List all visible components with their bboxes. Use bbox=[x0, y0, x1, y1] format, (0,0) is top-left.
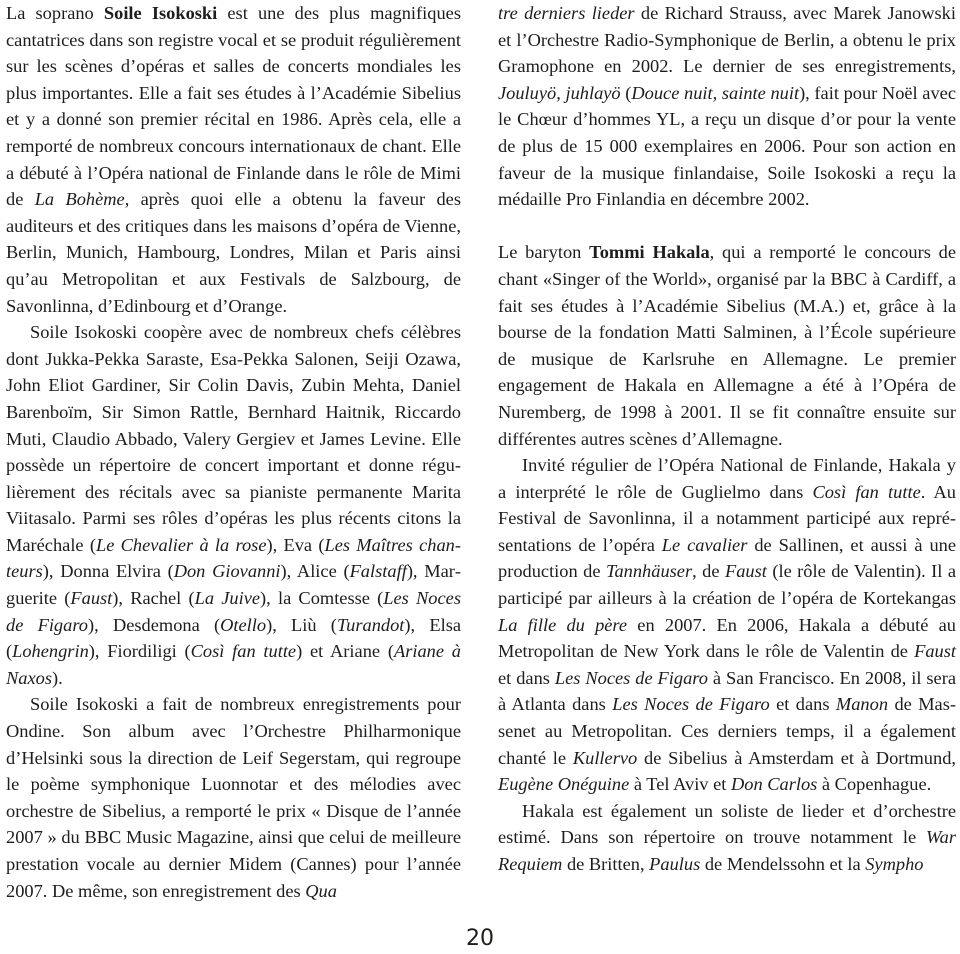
italic-text: Tannhäuser bbox=[605, 561, 693, 582]
text-run: , après quoi elle a obtenu la faveur des auditeurs et des critiques dans les maisons d’opéra de Vienne, Berlin, Munich, Hambourg, Londres, Milan et Paris ainsi qu’au Metropolitan et aux Festivals de Salzbourg, de Savonlinna, d’Edinbourg et d’Orange. bbox=[6, 189, 461, 316]
italic-text: Qua bbox=[305, 880, 337, 901]
bold-text: Soile Isokoski bbox=[103, 3, 218, 23]
text-run: ), Eva ( bbox=[266, 534, 325, 555]
text-run: . Au Festival de Savonlinna, il a notamment participé aux représentations de l’opéra bbox=[498, 481, 956, 555]
paragraph bbox=[6, 0, 461, 319]
text-run: Soile Isokoski a fait de nombreux enregistrements pour Ondine. Son album avec l’Orchestre Philharmonique d’Helsinki sous la direction de Leif Segerstam, qui regroupe le poème symphonique Luonnotar et des mélodies avec orchestre de Sibelius, a remporté le prix « Disque de l’année 2007 » du BBC Music Magazine, ainsi que celui de meilleure prestation vocale au dernier Midem (Cannes) pour l’année 2007. De même, son enregistrement des bbox=[6, 694, 461, 901]
text-run: de Sibelius à Amsterdam et à Dortmund, bbox=[637, 747, 956, 768]
text-run: Invité régulier de l’Opéra National de Finlande, Hakala y a interprété le rôle de Guglielmo dans bbox=[498, 455, 956, 502]
italic-text: Les Maîtres chanteurs bbox=[6, 534, 461, 582]
italic-text: Falstaff bbox=[349, 561, 407, 582]
text-run: ), la Comtesse ( bbox=[260, 588, 384, 609]
paragraph bbox=[498, 0, 956, 213]
paragraph bbox=[498, 452, 956, 798]
italic-text: Jouluyö, juhlayö bbox=[498, 82, 621, 103]
italic-text: Lohengrin bbox=[12, 641, 89, 662]
text-run: de Sallinen, et aussi à une production de bbox=[498, 534, 956, 582]
italic-text: Les Noces de Figaro bbox=[6, 588, 461, 635]
right-column bbox=[498, 0, 956, 878]
text-run: est une des plus magnifiques cantatrices dans son registre vocal et se produit régulièrement sur les scènes d’opéras et salles de concerts mondiales les plus importantes. Elle a fait ses études à l’Académie Sibelius et y a donné son premier récital en 1986. Après cela, elle a remporté de nombreux concours internationaux de chant. Elle a débuté à l’Opéra national de Finlande dans le rôle de Mimi de bbox=[6, 3, 461, 210]
italic-text: Don Carlos bbox=[730, 774, 818, 795]
text-run: de Richard Strauss, avec Marek Janowski et l’Orchestre Radio-Symphonique de Berlin, a obtenu le prix Gramophone en 2002. Le dernier de ses enregistrements, bbox=[498, 3, 956, 77]
italic-text: Eugène Onéguine bbox=[498, 774, 630, 795]
text-run: en 2007. En 2006, Hakala a débuté au Metropolitan de New York dans le rôle de Valentin de bbox=[498, 614, 956, 662]
text-run: ) et Ariane ( bbox=[296, 641, 394, 662]
text-run: de Britten, bbox=[562, 854, 650, 874]
italic-text: Ariane à Naxos bbox=[6, 641, 461, 688]
text-run: à Tel Aviv et bbox=[629, 774, 731, 795]
page-number: 20 bbox=[466, 926, 494, 951]
italic-text: Paulus bbox=[649, 854, 701, 874]
italic-text: Faust bbox=[724, 561, 767, 582]
italic-text: Le cavalier bbox=[661, 534, 748, 555]
text-run: ), Alice ( bbox=[280, 561, 350, 582]
text-run: Hakala est également un soliste de lieder et d’orchestre estimé. Dans son répertoire on trouve notamment le bbox=[498, 800, 956, 848]
text-run: ), fait pour Noël avec le Chœur d’hommes YL, a reçu un disque d’or pour la vente de plus de 15 000 exemplaires en 2006. Pour son action en faveur de la musique finlandaise, Soile Isokoski a reçu la médaille Pro Finlandia en décembre 2002. bbox=[498, 82, 956, 210]
italic-text: Otello bbox=[220, 614, 267, 635]
text-run: à Copenhague. bbox=[817, 774, 932, 795]
italic-text: La fille du père bbox=[498, 614, 628, 635]
left-column bbox=[6, 0, 461, 904]
italic-text: Così fan tutte bbox=[190, 641, 297, 662]
text-run: ), Donna Elvira ( bbox=[42, 561, 174, 582]
text-run: , qui a remporté le concours de chant «Singer of the World», organisé par la BBC à Cardiff, a fait ses études à l’Académie Sibelius (M.A.) et, grâce à la bourse de la fondation Matti Salminen, à l’École supérieure de musique de Karlsruhe en Allemagne. Le premier engagement de Hakala en Allemagne a été à l’Opéra de Nuremberg, de 1998 à 2001. Il se fit connaître ensuite sur différentes autres scènes d’Allemagne. bbox=[498, 242, 956, 449]
text-run: , de bbox=[692, 561, 725, 582]
italic-text: La Bohème bbox=[34, 189, 125, 210]
text-run: ), Elsa ( bbox=[6, 614, 462, 662]
italic-text: tre derniers lieder bbox=[498, 3, 635, 23]
text-run: La soprano bbox=[6, 3, 104, 23]
italic-text: Douce nuit, sainte nuit bbox=[631, 82, 800, 103]
text-run: et dans bbox=[769, 694, 836, 715]
paragraph bbox=[6, 691, 461, 904]
italic-text: Les Noces de Figaro bbox=[612, 694, 770, 715]
text-run: ). bbox=[51, 667, 63, 688]
italic-text: Les Noces de Figaro bbox=[554, 667, 708, 688]
italic-text: Kullervo bbox=[572, 747, 638, 768]
text-run: ), Rachel ( bbox=[112, 588, 195, 609]
text-run: ), Fiordiligi ( bbox=[88, 641, 191, 662]
italic-text: Sympho bbox=[865, 854, 924, 874]
italic-text: Le Chevalier à la rose bbox=[96, 534, 267, 555]
italic-text: Così fan tutte bbox=[812, 481, 921, 502]
text-run: de Massenet au Metropolitan. Ces derniers temps, il a également chanté le bbox=[498, 694, 957, 768]
italic-text: Faust bbox=[70, 588, 113, 609]
italic-text: Manon bbox=[835, 694, 889, 715]
paragraph bbox=[498, 239, 956, 452]
italic-text: War Requiem bbox=[498, 827, 956, 874]
paragraph bbox=[498, 798, 956, 878]
paragraph bbox=[6, 319, 461, 691]
text-run: ( bbox=[620, 82, 632, 103]
text-run: (le rôle de Valentin). Il a participé par ailleurs à la création de l’opéra de Kortekangas bbox=[498, 561, 956, 609]
text-run: ), Marguerite ( bbox=[6, 561, 461, 609]
italic-text: Faust bbox=[914, 641, 956, 662]
text-run: Soile Isokoski coopère avec de nombreux chefs célèbres dont Jukka-Pekka Saraste, Esa-Pekka Salonen, Seiji Ozawa, John Eliot Gardiner, Sir Colin Davis, Zubin Mehta, Daniel Barenboïm, Sir Simon Rattle, Bernhard Haitnik, Riccardo Muti, Claudio Abbado, Valery Gergiev et James Levine. Elle possède un répertoire de concert important et donne régulièrement des récitals avec sa pianiste permanente Marita Viitasalo. Parmi ses rôles d’opéras les plus récents citons la Maréchale ( bbox=[6, 322, 461, 555]
italic-text: La Juive bbox=[194, 588, 261, 609]
text-run: à San Francisco. En 2008, il sera à Atlanta dans bbox=[498, 667, 957, 715]
text-run: Le baryton bbox=[498, 242, 590, 263]
text-run: ), Desdemona ( bbox=[88, 614, 221, 635]
text-run: et dans bbox=[498, 667, 555, 688]
text-run: ), Liù ( bbox=[266, 614, 337, 635]
text-run: de Mendelssohn et la bbox=[700, 854, 866, 874]
bold-text: Tommi Hakala bbox=[589, 242, 710, 263]
italic-text: Turandot bbox=[336, 614, 405, 635]
italic-text: Don Giovanni bbox=[173, 561, 281, 582]
